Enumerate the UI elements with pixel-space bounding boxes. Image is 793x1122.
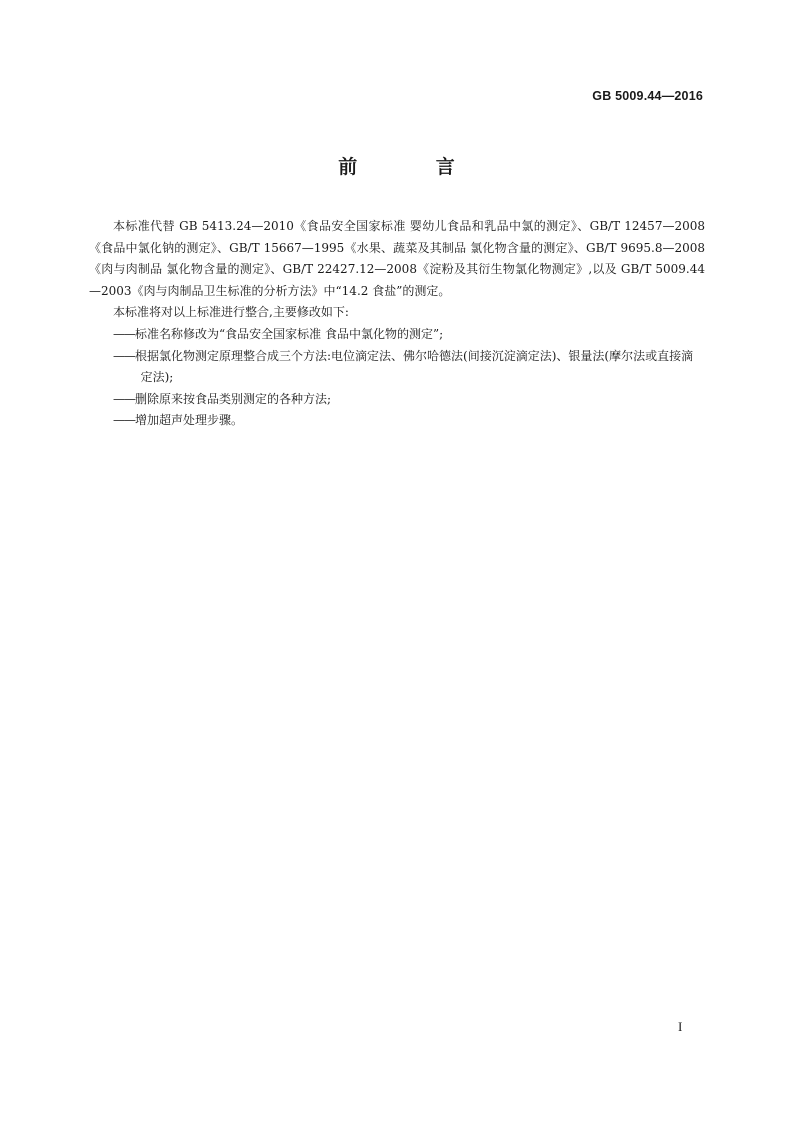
change-item-text: 删除原来按食品类别测定的各种方法; — [135, 391, 332, 406]
foreword-body — [89, 216, 705, 432]
change-item-text: 增加超声处理步骤。 — [135, 413, 244, 428]
foreword-paragraph-replaces: 本标准代替 GB 5413.24—2010《食品安全国家标准 婴幼儿食品和乳品中氯的测定》、GB/T 12457—2008《食品中氯化钠的测定》、GB/T 15667—1995《水果、蔬菜及其制品 氯化物含量的测定》、GB/T 9695.8—2008《肉与肉制品 氯化物含量的测定》、GB/T 22427.12—2008《淀粉及其衍生物氯化物测定》,以及 GB/T 5009.44—2003《肉与肉制品卫生标准的分析方法》中“14.2 食盐”的测定。 — [89, 219, 705, 298]
change-item-text: 根据氯化物测定原理整合成三个方法:电位滴定法、佛尔哈德法(间接沉淀滴定法)、银量法(摩尔法或直接滴定法); — [135, 348, 694, 385]
page-title: 前 言 — [338, 156, 491, 178]
list-dash: —— — [113, 413, 135, 428]
standard-code: GB 5009.44—2016 — [592, 89, 703, 103]
change-item — [89, 346, 705, 389]
list-dash: —— — [113, 391, 135, 406]
list-dash: —— — [113, 348, 135, 363]
page-number: I — [678, 1019, 683, 1034]
change-item — [89, 410, 705, 432]
change-item — [89, 324, 705, 346]
list-dash: —— — [113, 326, 135, 341]
change-item — [89, 389, 705, 411]
foreword-paragraph-changes-intro: 本标准将对以上标准进行整合,主要修改如下: — [113, 305, 349, 320]
change-item-text: 标准名称修改为“食品安全国家标准 食品中氯化物的测定”; — [135, 326, 444, 341]
